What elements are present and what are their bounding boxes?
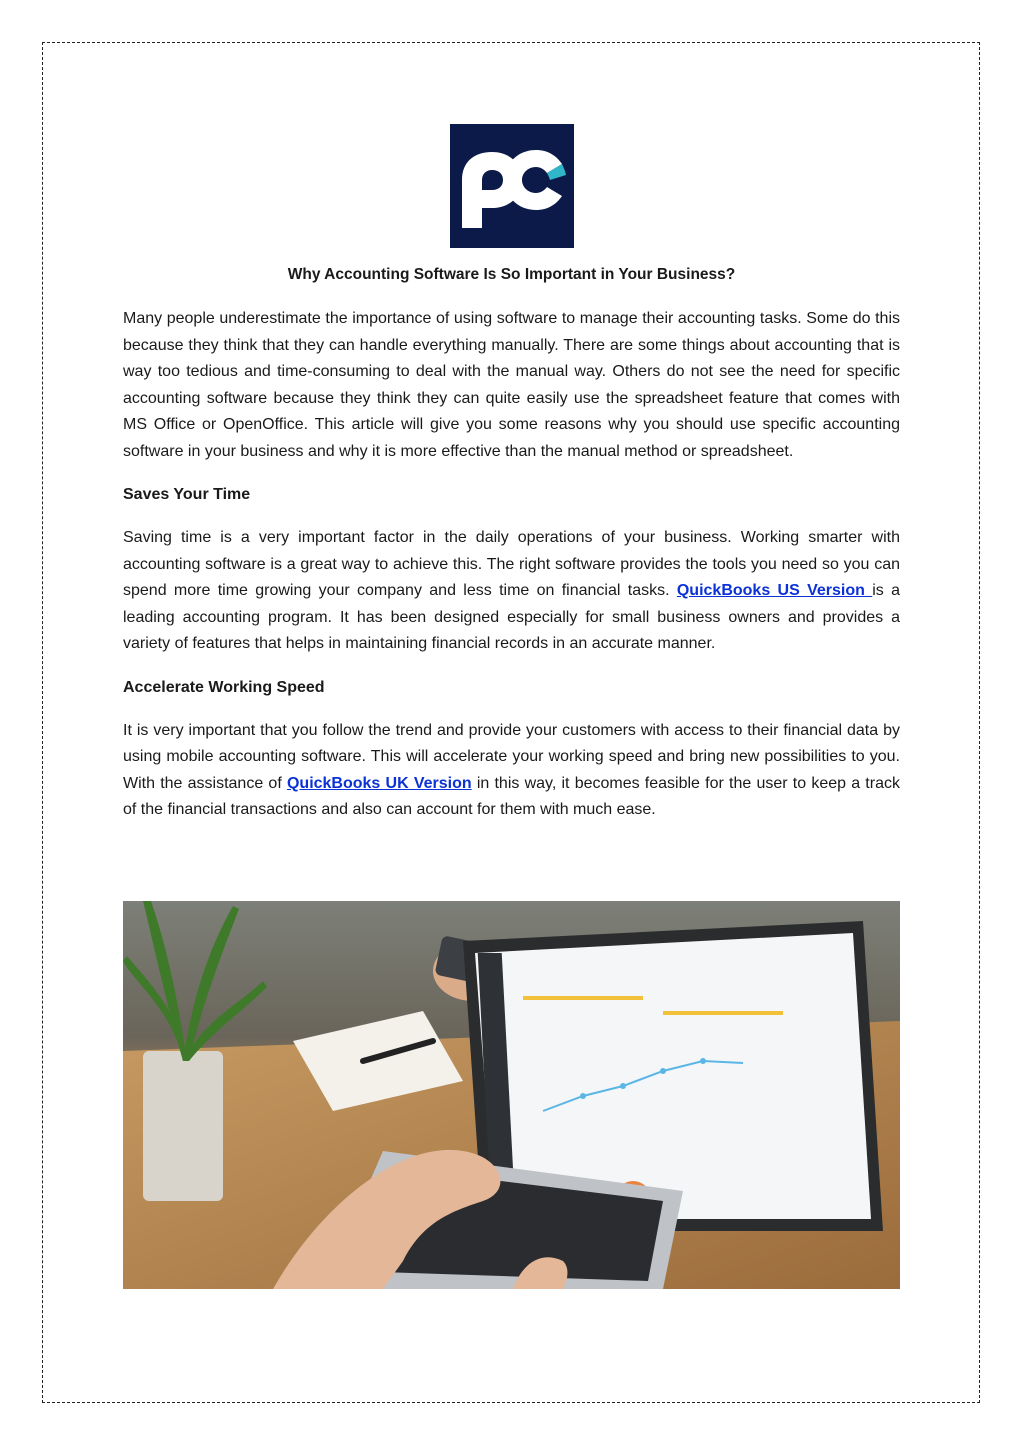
saves-time-paragraph (123, 525, 900, 658)
laptop-photo (123, 901, 900, 1289)
intro-paragraph: Many people underestimate the importance of using software to manage their accounting tasks. Some do this because they think that they can handle everything manually. There are some things about accounting that is way too tedious and time-consuming to deal with the manual way. Others do not see the need for specific accounting software because they think they can quite easily use the spreadsheet feature that comes with MS Office or OpenOffice. This article will give you some reasons why you should use specific accounting software in your business and why it is more effective than the manual method or spreadsheet. (123, 310, 900, 460)
saves-time-text-before: Saving time is a very important factor in the daily operations of your business. Working smarter with accounting software is a great way to achieve this. The right software provides the tools you need so you can spend more time growing your company and less time on financial tasks. (123, 529, 900, 599)
article (123, 262, 900, 841)
saves-time-text-after: is a leading accounting program. It has been designed especially for small business owners and provides a variety of features that helps in maintaining financial records in an accurate manner. (123, 582, 900, 652)
pc-logo-mark (450, 124, 574, 248)
working-speed-paragraph (123, 718, 900, 824)
working-speed-text-after: in this way, it becomes feasible for the user to keep a track of the financial transactions and also can account for them with much ease. (123, 774, 900, 818)
laptop-illustration (123, 901, 900, 1289)
section-heading-saves-time: Saves Your Time (123, 486, 251, 503)
quickbooks-us-link[interactable]: QuickBooks US Version (676, 582, 873, 599)
brand-logo (450, 124, 574, 248)
working-speed-text-before: It is very important that you follow the trend and provide your customers with access to their financial data by using mobile accounting software. This will accelerate your working speed and bring new possibilities to you. With the assistance of (123, 721, 900, 792)
quickbooks-uk-link[interactable]: QuickBooks UK Version (286, 774, 472, 792)
article-title: Why Accounting Software Is So Important in Your Business? (287, 266, 736, 283)
section-heading-working-speed: Accelerate Working Speed (123, 678, 325, 696)
